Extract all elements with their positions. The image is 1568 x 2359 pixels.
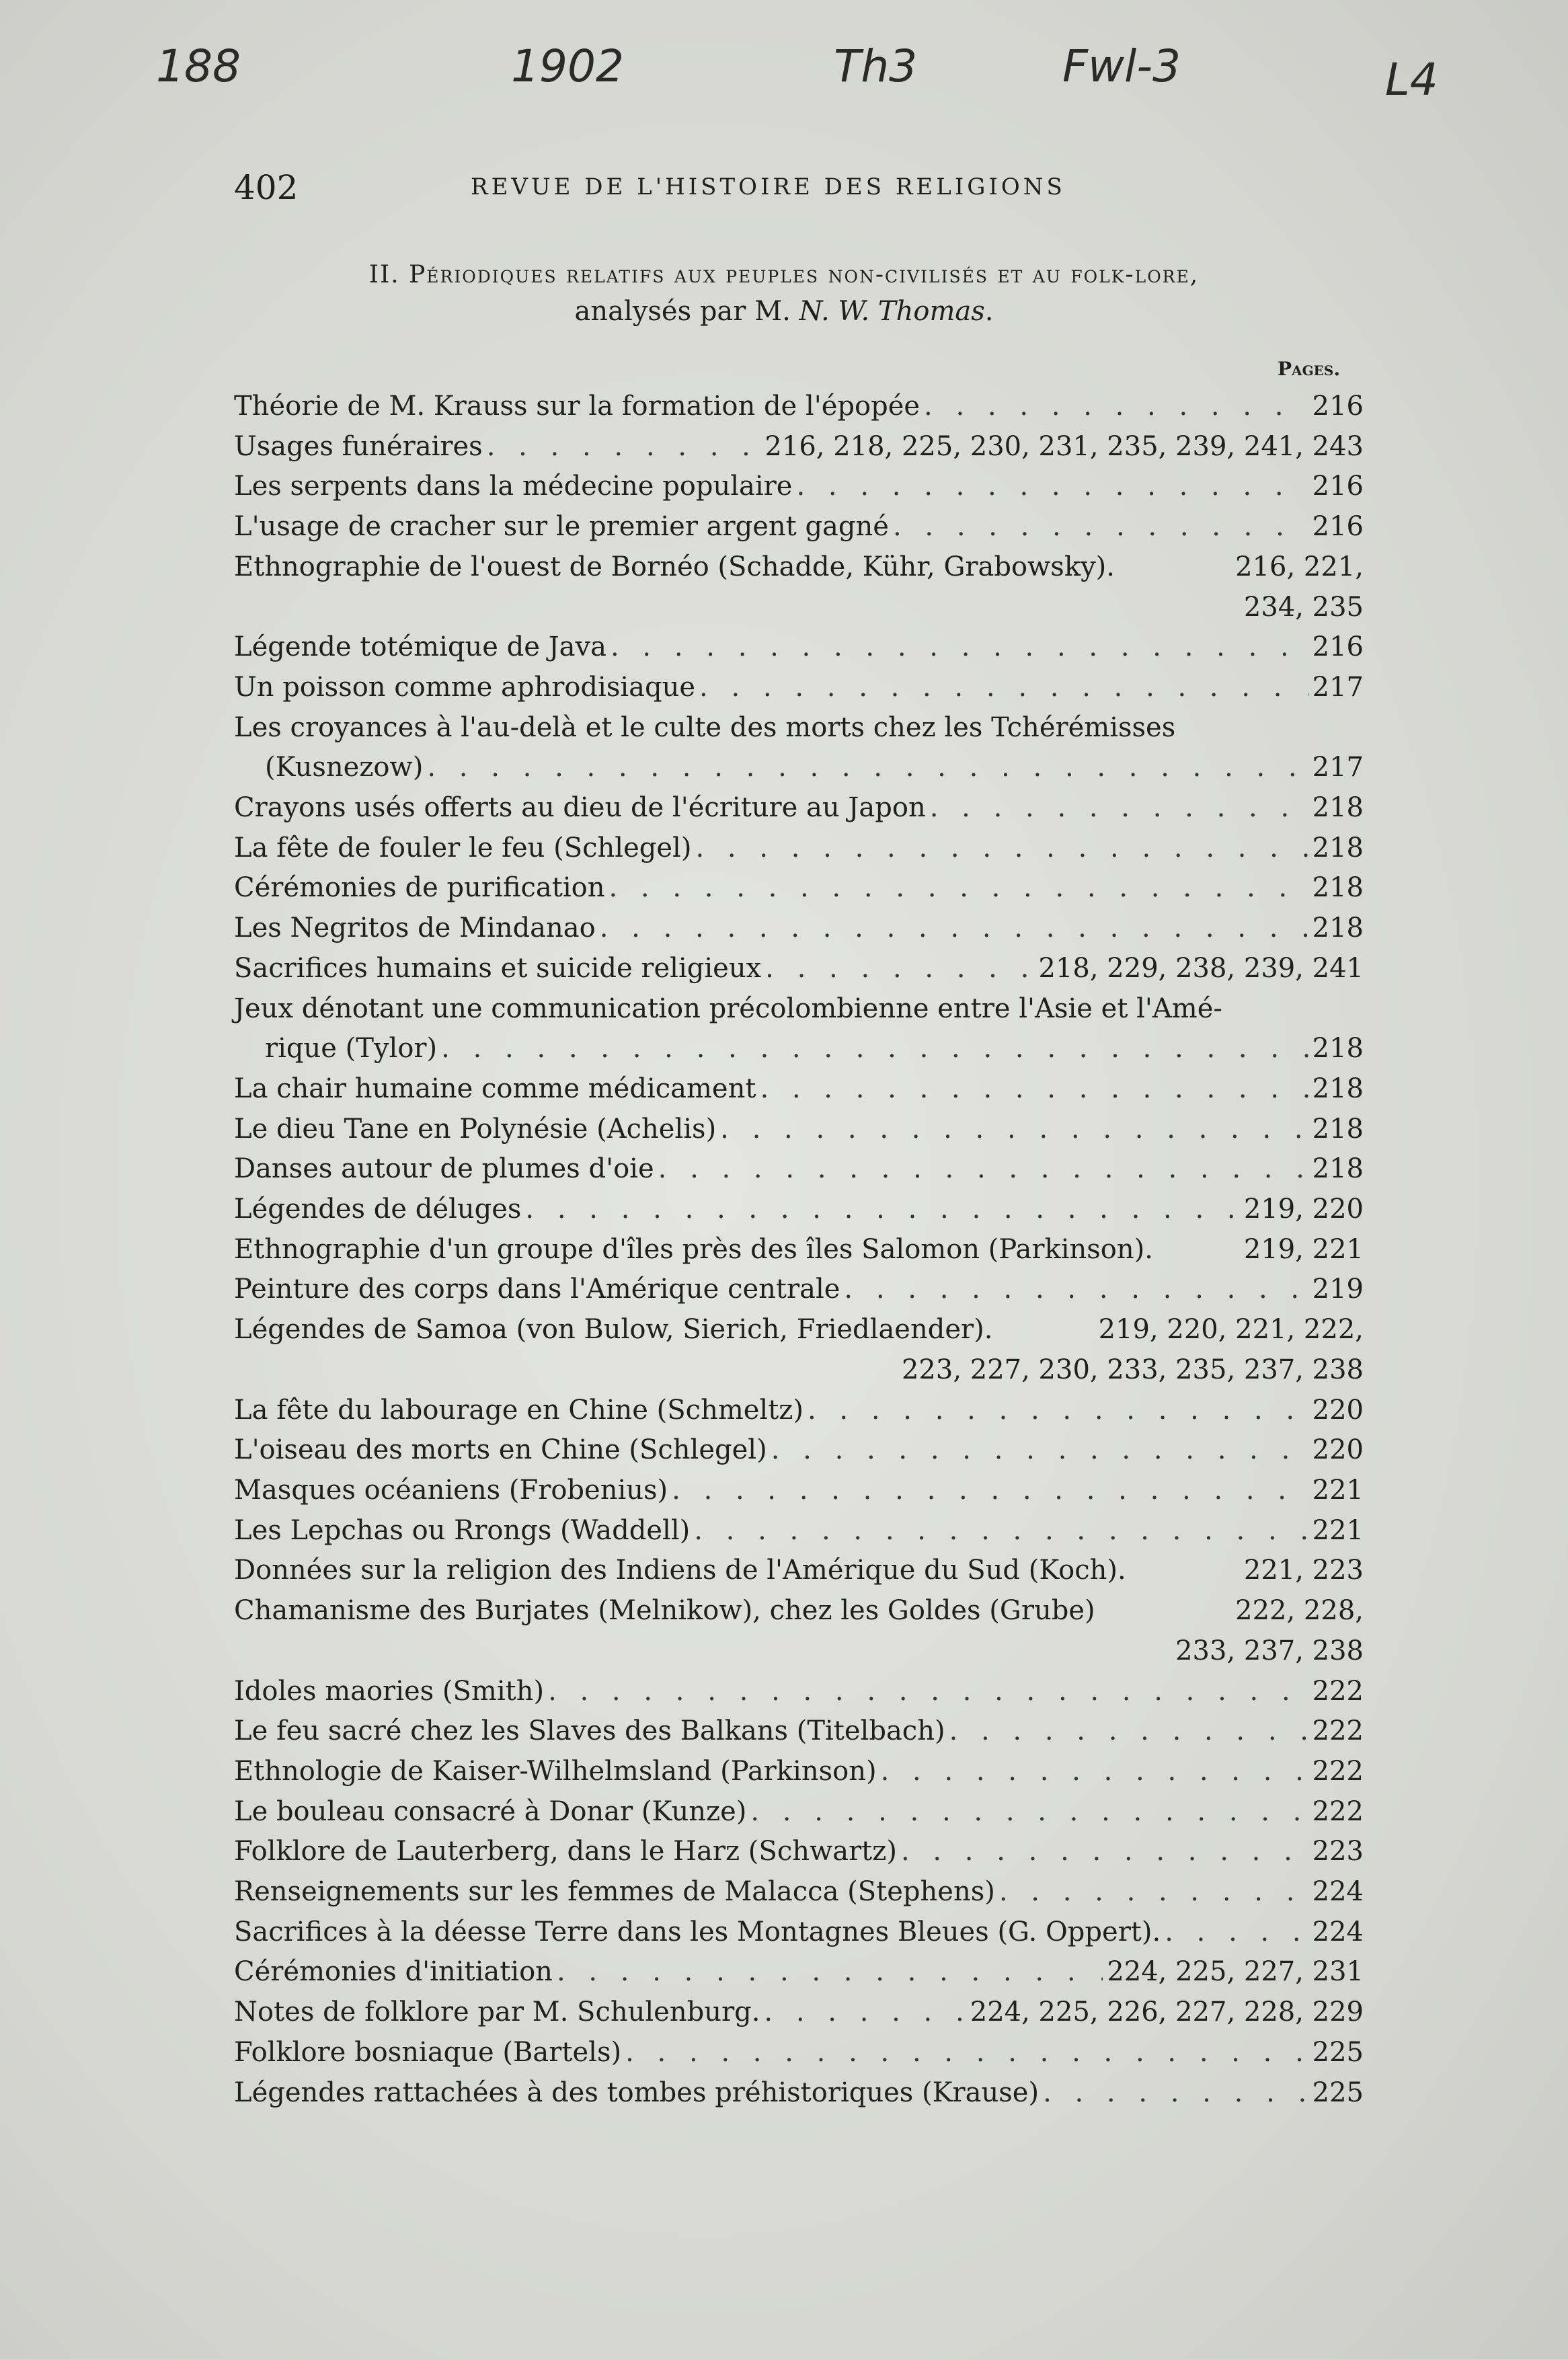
entry-label: Sacrifices à la déesse Terre dans les Montagnes Bleues (G. Oppert).	[234, 1916, 1161, 1947]
entry-label: La chair humaine comme médicament	[234, 1073, 756, 1104]
leader-dots	[600, 908, 1308, 949]
entry-label: Ethnologie de Kaiser-Wilhelmsland (Parkinson)	[234, 1755, 877, 1787]
table-of-contents	[234, 387, 1364, 2113]
entry-label: Légendes rattachées à des tombes préhistoriques (Krause)	[234, 2077, 1040, 2108]
leader-dots	[930, 788, 1308, 828]
toc-entry	[234, 868, 1364, 908]
entry-pages: 216, 218, 225, 230, 231, 235, 239, 241, 243	[765, 430, 1364, 462]
entry-pages: 218	[1312, 1073, 1364, 1104]
subtitle-author: N. W. Thomas	[799, 296, 985, 327]
entry-label: Folklore bosniaque (Bartels)	[234, 2036, 622, 2068]
entry-label-line1: Les croyances à l'au-delà et le culte des morts chez les Tchérémisses	[234, 711, 1176, 743]
entry-pages: 224	[1312, 1876, 1364, 1908]
toc-entry	[234, 2033, 1364, 2073]
entry-pages: 221	[1312, 1474, 1364, 1506]
subtitle-prefix: analysés par M.	[574, 296, 799, 327]
entry-pages: 223	[1312, 1836, 1364, 1867]
toc-entry	[234, 908, 1364, 949]
toc-entry	[234, 1391, 1364, 1431]
leader-dots	[625, 2033, 1308, 2073]
leader-dots	[1043, 2073, 1308, 2114]
entry-pages: 222, 228,	[1235, 1595, 1364, 1627]
toc-entry	[234, 427, 1364, 467]
leader-dots	[525, 1190, 1239, 1230]
entry-label: Théorie de M. Krauss sur la formation de l'épopée	[234, 391, 920, 422]
section-subtitle	[0, 296, 1568, 327]
handwritten-note-2: 1902	[511, 40, 624, 92]
entry-continuation: 233, 237, 238	[1175, 1635, 1364, 1666]
leader-dots	[796, 467, 1308, 507]
leader-dots	[557, 1952, 1103, 1993]
leader-dots	[760, 1069, 1308, 1110]
entry-pages: 221, 223	[1243, 1555, 1364, 1586]
entry-pages: 218	[1312, 913, 1364, 944]
leader-dots	[764, 1993, 966, 2033]
entry-pages: 225	[1312, 2036, 1364, 2068]
entry-pages: 219, 221	[1243, 1233, 1364, 1265]
entry-label: Idoles maories (Smith)	[234, 1675, 545, 1707]
entry-label: Le feu sacré chez les Slaves des Balkans (Titelbach)	[234, 1715, 945, 1747]
toc-entry	[234, 748, 1364, 788]
entry-pages: 219, 220, 221, 222,	[1098, 1314, 1364, 1346]
entry-pages: 218	[1312, 832, 1364, 863]
entry-continuation: 223, 227, 230, 233, 235, 237, 238	[901, 1354, 1364, 1385]
entry-label: Folklore de Lauterberg, dans le Harz (Schwartz)	[234, 1836, 897, 1867]
entry-label: Crayons usés offerts au dieu de l'écriture au Japon	[234, 792, 926, 824]
leader-dots	[658, 1149, 1308, 1190]
entry-label: Les Negritos de Mindanao	[234, 913, 596, 944]
pages-column-label: Pages.	[1278, 358, 1341, 380]
leader-dots	[441, 1029, 1308, 1069]
leader-dots	[695, 828, 1308, 869]
leader-dots	[750, 1792, 1308, 1832]
toc-entry	[234, 547, 1364, 588]
entry-label: La fête de fouler le feu (Schlegel)	[234, 832, 692, 863]
handwritten-note-1: 188	[156, 40, 241, 92]
leader-dots	[901, 1832, 1308, 1872]
entry-label: Le dieu Tane en Polynésie (Achelis)	[234, 1113, 717, 1145]
entry-pages: 218	[1312, 1033, 1364, 1065]
toc-entry	[234, 668, 1364, 708]
toc-entry	[234, 1672, 1364, 1712]
entry-pages: 224, 225, 227, 231	[1107, 1956, 1364, 1988]
entry-pages: 216	[1312, 631, 1364, 663]
entry-label: Légende totémique de Java	[234, 631, 606, 663]
leader-dots	[881, 1752, 1308, 1792]
handwritten-note-3: Th3	[834, 40, 918, 92]
entry-pages: 217	[1312, 671, 1364, 703]
leader-dots	[999, 1872, 1308, 1912]
entry-label: L'usage de cracher sur le premier argent gagné	[234, 511, 889, 543]
handwritten-note-5: L4	[1385, 54, 1438, 106]
toc-entry	[234, 1069, 1364, 1110]
leader-dots	[699, 668, 1308, 708]
leader-dots	[694, 1511, 1308, 1551]
entry-pages: 220	[1312, 1434, 1364, 1466]
page-number: 402	[234, 168, 299, 207]
entry-pages: 217	[1312, 752, 1364, 783]
leader-dots	[611, 627, 1308, 668]
entry-pages: 224, 225, 226, 227, 228, 229	[970, 1997, 1364, 2028]
toc-entry	[234, 1511, 1364, 1551]
entry-label: Légendes de déluges	[234, 1194, 522, 1225]
handwritten-note-4: Fwl-3	[1062, 40, 1181, 92]
toc-entry	[234, 1752, 1364, 1792]
entry-pages: 222	[1312, 1795, 1364, 1827]
leader-dots	[893, 507, 1308, 547]
entry-pages: 218, 229, 238, 239, 241	[1038, 952, 1364, 984]
toc-entry	[234, 1711, 1364, 1752]
toc-entry	[234, 949, 1364, 989]
entry-pages: 218	[1312, 1153, 1364, 1185]
section-title: II. Périodiques relatifs aux peuples non-civilisés et au folk-lore,	[368, 261, 1200, 288]
entry-label: (Kusnezow)	[265, 752, 424, 783]
entry-label: Cérémonies d'initiation	[234, 1956, 553, 1988]
entry-pages: 218	[1312, 792, 1364, 824]
toc-entry	[234, 1310, 1364, 1350]
toc-entry	[234, 1270, 1364, 1310]
toc-entry	[234, 828, 1364, 869]
toc-entry	[234, 2073, 1364, 2114]
entry-pages: 222	[1312, 1755, 1364, 1787]
toc-entry	[234, 1190, 1364, 1230]
entry-pages: 224	[1312, 1916, 1364, 1947]
toc-entry	[234, 627, 1364, 668]
entry-label: Cérémonies de purification	[234, 872, 605, 904]
entry-label: Un poisson comme aphrodisiaque	[234, 671, 696, 703]
leader-dots	[609, 868, 1308, 908]
entry-label: Masques océaniens (Frobenius)	[234, 1474, 668, 1506]
leader-dots	[672, 1471, 1308, 1511]
entry-label: Notes de folklore par M. Schulenburg.	[234, 1997, 760, 2028]
entry-label: rique (Tylor)	[265, 1033, 438, 1065]
leader-dots	[720, 1110, 1308, 1150]
running-header: REVUE DE L'HISTOIRE DES RELIGIONS	[471, 173, 1066, 200]
toc-entry	[234, 1952, 1364, 1993]
entry-pages: 216	[1312, 511, 1364, 543]
entry-label: L'oiseau des morts en Chine (Schlegel)	[234, 1434, 767, 1466]
toc-entry	[234, 1430, 1364, 1471]
entry-continuation: 234, 235	[1243, 591, 1364, 623]
toc-entry	[234, 1912, 1364, 1953]
toc-entry	[234, 467, 1364, 507]
entry-pages: 221	[1312, 1514, 1364, 1546]
entry-label: Légendes de Samoa (von Bulow, Sierich, Friedlaender).	[234, 1314, 993, 1346]
entry-label: Peinture des corps dans l'Amérique centrale	[234, 1274, 840, 1305]
toc-entry	[234, 387, 1364, 427]
leader-dots	[771, 1430, 1308, 1471]
toc-entry	[234, 1591, 1364, 1631]
toc-entry	[234, 1551, 1364, 1591]
entry-pages: 219	[1312, 1274, 1364, 1305]
entry-pages: 219, 220	[1243, 1194, 1364, 1225]
leader-dots	[949, 1711, 1308, 1752]
entry-pages: 222	[1312, 1715, 1364, 1747]
entry-pages: 218	[1312, 1113, 1364, 1145]
leader-dots	[548, 1672, 1308, 1712]
toc-entry	[234, 507, 1364, 547]
entry-label: Les serpents dans la médecine populaire	[234, 471, 793, 502]
entry-label: Les Lepchas ou Rrongs (Waddell)	[234, 1514, 691, 1546]
leader-dots	[844, 1270, 1308, 1310]
entry-label: Le bouleau consacré à Donar (Kunze)	[234, 1795, 747, 1827]
toc-entry	[234, 1230, 1364, 1270]
toc-entry	[234, 1471, 1364, 1511]
toc-entry	[234, 1832, 1364, 1872]
toc-entry	[234, 1792, 1364, 1832]
leader-dots	[924, 387, 1308, 427]
entry-label: Ethnographie de l'ouest de Bornéo (Schadde, Kühr, Grabowsky).	[234, 551, 1115, 582]
subtitle-suffix: .	[984, 296, 994, 327]
entry-label: Usages funéraires	[234, 430, 483, 462]
entry-pages: 218	[1312, 872, 1364, 904]
entry-pages: 222	[1312, 1675, 1364, 1707]
leader-dots	[808, 1391, 1308, 1431]
toc-entry	[234, 1029, 1364, 1069]
toc-entry	[234, 1110, 1364, 1150]
entry-label: Danses autour de plumes d'oie	[234, 1153, 654, 1185]
leader-dots	[427, 748, 1308, 788]
entry-label-line1: Jeux dénotant une communication précolombienne entre l'Asie et l'Amé-	[234, 993, 1222, 1024]
toc-entry	[234, 1149, 1364, 1190]
entry-label: Renseignements sur les femmes de Malacca (Stephens)	[234, 1876, 995, 1908]
entry-label: Données sur la religion des Indiens de l'Amérique du Sud (Koch).	[234, 1555, 1126, 1586]
entry-pages: 220	[1312, 1394, 1364, 1426]
entry-pages: 216	[1312, 391, 1364, 422]
leader-dots	[487, 427, 761, 467]
entry-label: Sacrifices humains et suicide religieux	[234, 952, 762, 984]
leader-dots	[1165, 1912, 1308, 1953]
toc-entry	[234, 1872, 1364, 1912]
entry-label: Ethnographie d'un groupe d'îles près des îles Salomon (Parkinson).	[234, 1233, 1153, 1265]
entry-pages: 225	[1312, 2077, 1364, 2108]
entry-pages: 216	[1312, 471, 1364, 502]
entry-label: La fête du labourage en Chine (Schmeltz)	[234, 1394, 803, 1426]
entry-label: Chamanisme des Burjates (Melnikow), chez les Goldes (Grube)	[234, 1595, 1095, 1627]
toc-entry	[234, 788, 1364, 828]
entry-pages: 216, 221,	[1235, 551, 1364, 582]
leader-dots	[765, 949, 1034, 989]
toc-entry	[234, 1993, 1364, 2033]
